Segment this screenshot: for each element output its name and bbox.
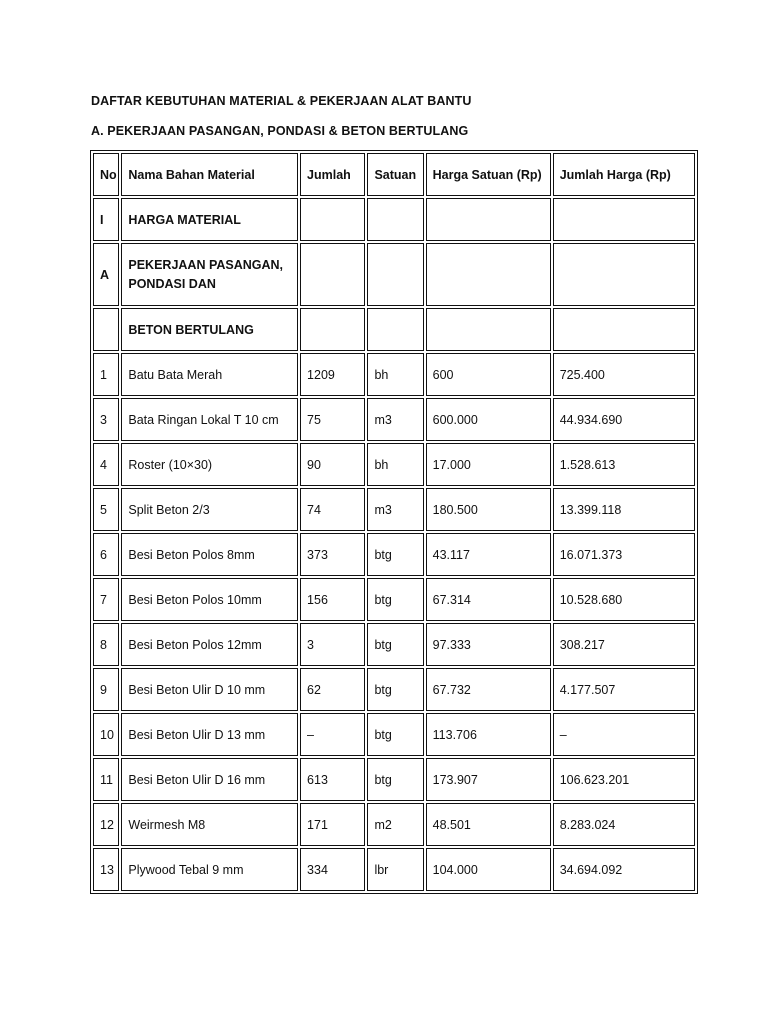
cell-total-price: 34.694.092 <box>553 848 695 891</box>
header-unit: Satuan <box>367 153 423 196</box>
table-row <box>93 758 695 801</box>
empty-cell <box>300 308 365 351</box>
cell-unit: btg <box>367 623 423 666</box>
cell-material-name: Bata Ringan Lokal T 10 cm <box>121 398 298 441</box>
cell-material-name: Split Beton 2/3 <box>121 488 298 531</box>
empty-cell <box>426 308 551 351</box>
cell-quantity: 62 <box>300 668 365 711</box>
empty-cell <box>300 243 365 306</box>
section-no: I <box>93 198 119 241</box>
cell-unit: bh <box>367 353 423 396</box>
cell-material-name: Weirmesh M8 <box>121 803 298 846</box>
cell-unit: lbr <box>367 848 423 891</box>
cell-total-price: 725.400 <box>553 353 695 396</box>
section-row <box>93 308 695 351</box>
header-no: No <box>93 153 119 196</box>
table-row <box>93 623 695 666</box>
header-unit-price: Harga Satuan (Rp) <box>426 153 551 196</box>
empty-cell <box>367 198 423 241</box>
cell-unit: btg <box>367 578 423 621</box>
cell-quantity: 75 <box>300 398 365 441</box>
header-qty: Jumlah <box>300 153 365 196</box>
table-row <box>93 713 695 756</box>
cell-no: 8 <box>93 623 119 666</box>
table-row <box>93 488 695 531</box>
cell-total-price: 1.528.613 <box>553 443 695 486</box>
cell-no: 6 <box>93 533 119 576</box>
cell-unit-price: 48.501 <box>426 803 551 846</box>
cell-unit-price: 17.000 <box>426 443 551 486</box>
cell-unit: btg <box>367 713 423 756</box>
cell-quantity: 3 <box>300 623 365 666</box>
cell-material-name: Besi Beton Ulir D 16 mm <box>121 758 298 801</box>
section-name: BETON BERTULANG <box>121 308 298 351</box>
cell-unit-price: 43.117 <box>426 533 551 576</box>
cell-quantity: 373 <box>300 533 365 576</box>
cell-unit-price: 67.732 <box>426 668 551 711</box>
cell-material-name: Besi Beton Polos 10mm <box>121 578 298 621</box>
cell-quantity: 74 <box>300 488 365 531</box>
cell-unit-price: 113.706 <box>426 713 551 756</box>
cell-unit-price: 173.907 <box>426 758 551 801</box>
cell-unit-price: 104.000 <box>426 848 551 891</box>
cell-quantity: 1209 <box>300 353 365 396</box>
cell-quantity: 90 <box>300 443 365 486</box>
section-row <box>93 198 695 241</box>
cell-no: 3 <box>93 398 119 441</box>
cell-no: 13 <box>93 848 119 891</box>
cell-material-name: Besi Beton Ulir D 10 mm <box>121 668 298 711</box>
cell-unit-price: 600.000 <box>426 398 551 441</box>
empty-cell <box>553 198 695 241</box>
empty-cell <box>367 243 423 306</box>
cell-material-name: Plywood Tebal 9 mm <box>121 848 298 891</box>
cell-unit: m3 <box>367 488 423 531</box>
header-name: Nama Bahan Material <box>121 153 298 196</box>
section-row <box>93 243 695 306</box>
header-total: Jumlah Harga (Rp) <box>553 153 695 196</box>
table-row <box>93 668 695 711</box>
cell-quantity: 156 <box>300 578 365 621</box>
cell-no: 12 <box>93 803 119 846</box>
cell-total-price: 10.528.680 <box>553 578 695 621</box>
document-subtitle: A. PEKERJAAN PASANGAN, PONDASI & BETON BERTULANG <box>91 124 469 138</box>
cell-quantity: – <box>300 713 365 756</box>
cell-unit: btg <box>367 668 423 711</box>
table-row <box>93 398 695 441</box>
table-row <box>93 803 695 846</box>
empty-cell <box>426 198 551 241</box>
section-no: A <box>93 243 119 306</box>
cell-no: 5 <box>93 488 119 531</box>
cell-total-price: 8.283.024 <box>553 803 695 846</box>
cell-no: 4 <box>93 443 119 486</box>
cell-total-price: 4.177.507 <box>553 668 695 711</box>
cell-total-price: 308.217 <box>553 623 695 666</box>
cell-total-price: 16.071.373 <box>553 533 695 576</box>
cell-no: 1 <box>93 353 119 396</box>
cell-total-price: 13.399.118 <box>553 488 695 531</box>
cell-material-name: Roster (10×30) <box>121 443 298 486</box>
cell-unit-price: 180.500 <box>426 488 551 531</box>
material-table <box>90 150 698 894</box>
empty-cell <box>300 198 365 241</box>
document-title: DAFTAR KEBUTUHAN MATERIAL & PEKERJAAN ALAT BANTU <box>91 94 472 108</box>
cell-unit-price: 600 <box>426 353 551 396</box>
cell-material-name: Besi Beton Ulir D 13 mm <box>121 713 298 756</box>
cell-unit: btg <box>367 758 423 801</box>
empty-cell <box>426 243 551 306</box>
table-row <box>93 533 695 576</box>
cell-unit: m3 <box>367 398 423 441</box>
cell-unit: m2 <box>367 803 423 846</box>
cell-material-name: Besi Beton Polos 12mm <box>121 623 298 666</box>
table-row <box>93 848 695 891</box>
cell-unit: btg <box>367 533 423 576</box>
cell-no: 11 <box>93 758 119 801</box>
table-row <box>93 443 695 486</box>
cell-material-name: Batu Bata Merah <box>121 353 298 396</box>
cell-unit-price: 97.333 <box>426 623 551 666</box>
table-row <box>93 353 695 396</box>
empty-cell <box>553 308 695 351</box>
cell-no: 7 <box>93 578 119 621</box>
section-name: PEKERJAAN PASANGAN, PONDASI DAN <box>121 243 298 306</box>
empty-cell <box>367 308 423 351</box>
table-row <box>93 578 695 621</box>
material-table-container <box>90 150 698 894</box>
cell-quantity: 613 <box>300 758 365 801</box>
section-no <box>93 308 119 351</box>
cell-total-price: – <box>553 713 695 756</box>
cell-total-price: 106.623.201 <box>553 758 695 801</box>
cell-unit-price: 67.314 <box>426 578 551 621</box>
empty-cell <box>553 243 695 306</box>
cell-material-name: Besi Beton Polos 8mm <box>121 533 298 576</box>
table-header-row <box>93 153 695 196</box>
section-name: HARGA MATERIAL <box>121 198 298 241</box>
cell-no: 9 <box>93 668 119 711</box>
cell-total-price: 44.934.690 <box>553 398 695 441</box>
cell-quantity: 171 <box>300 803 365 846</box>
cell-quantity: 334 <box>300 848 365 891</box>
cell-unit: bh <box>367 443 423 486</box>
cell-no: 10 <box>93 713 119 756</box>
